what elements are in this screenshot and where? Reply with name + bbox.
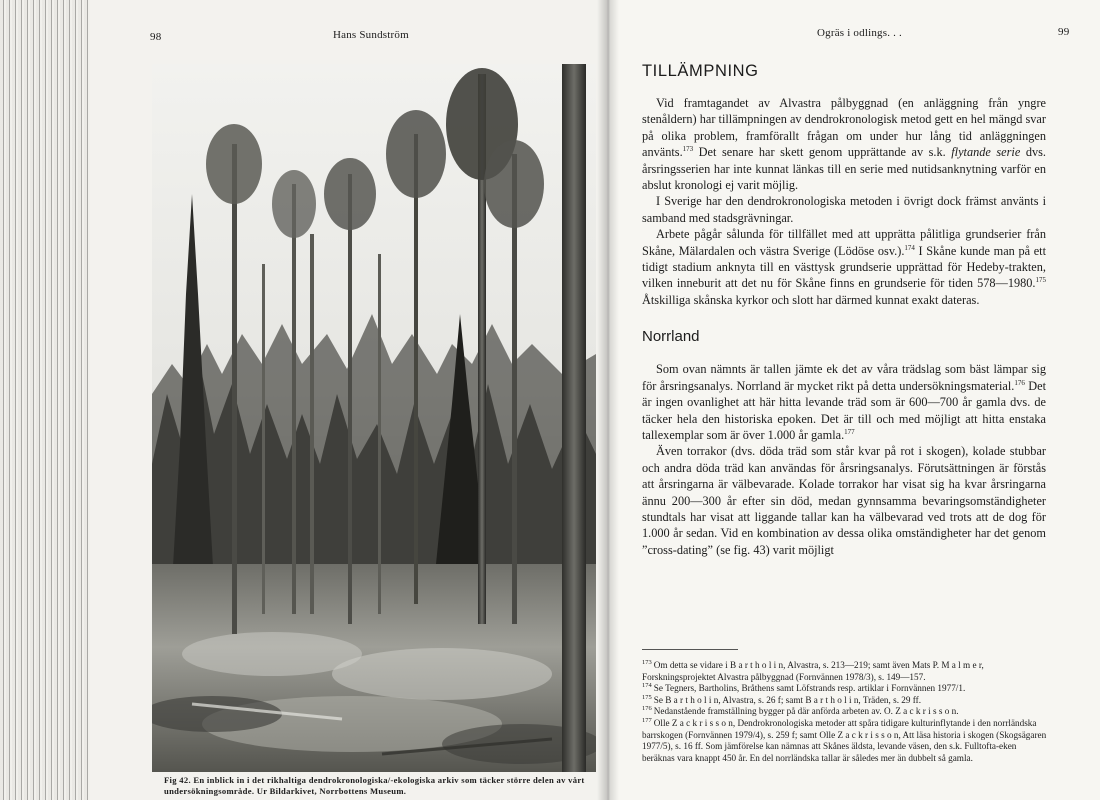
left-page-number: 98 [150,31,162,43]
footnote-ref[interactable]: 175 [1035,276,1046,285]
paragraph-skane [642,226,1046,308]
footnote-ref[interactable]: 173 [682,145,694,154]
paragraph-sverige [642,193,1046,226]
paragraph-text: Som ovan nämnts är tallen jämte ek det av våra trädslag som bäst lämpar sig för årsringsanalys. Norrland är mycket rikt på detta undersökningsmaterial. [642,362,1046,393]
footnote-177 [642,718,1048,764]
footnote-text: Om detta se vidare i B a r t h o l i n, Alvastra, s. 213—219; samt även Mats P. M a l m e r, Forskningsprojektet Alvastra pålbyggnad (Fornvännen 1978/3), s. 149—157. [642,660,984,682]
paragraph-text: dvs. årsringsserien har inte kunnat länkas till en serie med nutidsanknytning varför en abslut kronologi ej varit möjlig. [642,145,1047,193]
paragraph-text: Vid framtagandet av Alvastra pålbyggnad (en anläggning från yngre stenåldern) har tillämpningen av dendrokronologisk metod gett en hel mängd svar på olika problem, framförallt frågan om under hur lång tid anläggningen använts. [642,96,1046,160]
paragraph-text: Åtskilliga skånska kyrkor och slott har därmed kunnat exakt dateras. [642,292,980,307]
footnote-ref[interactable]: 176 [1014,378,1025,387]
paragraph-text: I Skåne kunde man på ett tidigt stadium anknyta till en västtysk grundserie upprättad för Hedeby-trakten, vilken inneburit att det nu för Skåne finns en grundserie för tiden 578—1980. [642,243,1046,291]
footnote-176 [642,706,1048,718]
footnote-text: Se B a r t h o l i n, Alvastra, s. 26 f; samt B a r t h o l i n, Träden, s. 29 ff. [653,694,922,705]
right-page-number: 99 [1058,26,1070,38]
footnote-divider [642,649,738,650]
footnote-number: 173 [642,658,652,666]
footnote-number: 177 [642,716,652,724]
paragraph-torrakor [642,443,1046,558]
book-gutter [597,0,619,800]
paragraph-norrland [642,361,1046,443]
footnote-text: Olle Z a c k r i s s o n, Dendrokronologiska metoder att spåra tidigare kulturinflytande i den norrländska barrskogen (Fornvännen 1979/4), s. 259 f; samt Olle Z a c k r i s s o n, Att läsa historia i skogen (Skogsägaren 1977/5), s. 16 ff. Som jämförelse kan nämnas att Skånes äldsta, levande väsen, den s.k. Fulltofta-eken beräknas vara knappt 450 år. En del norrländska tallar är således mer än dubbelt så gamla. [642,717,1047,763]
paragraph-text: Arbete pågår sålunda för tillfället med att upprätta pålitliga grundserier från Skåne, Mälardalen och västra Sverige (Lödöse osv.). [642,227,1046,258]
paragraph-text: I Sverige har den dendrokronologiska metoden i övrigt dock främst använts i samband med stadsgrävningar. [642,194,1046,225]
page-edges [0,0,90,800]
footnote-175 [642,695,1048,707]
footnote-number: 176 [642,705,652,713]
figure-caption: Fig 42. En inblick in i det rikhaltiga dendrokronologiska/-ekologiska arkiv som täcker större delen av vårt undersökningsområde. Ur Bildarkivet, Norrbottens Museum. [164,775,585,796]
paragraph-text: Det senare har skett genom upprättande av s.k. [693,145,952,160]
paragraph-text: Det är ingen ovanlighet att här hitta levande träd som är 600—700 år gamla dvs. de täcker hela den historiska epoken. Det är till och med möjligt att hitta enstaka tallexemplar som är över 1.000 år gamla. [642,378,1046,442]
footnote-text: Nedanstående framställning bygger på där anförda arbeten av. O. Z a c k r i s s o n. [653,706,959,717]
footnote-ref[interactable]: 174 [904,243,915,252]
main-text-column [642,62,1046,558]
paragraph-alvastra [642,95,1046,193]
footnote-number: 175 [642,693,652,701]
right-running-head: Ogräs i odlings. . . [817,27,902,39]
section-title: TILLÄMPNING [642,62,759,80]
forest-photo-drawing [152,64,596,772]
footnote-text: Se Tegners, Bartholins, Bråthens samt Löfstrands resp. artiklar i Fornvännen 1977/1. [653,683,966,694]
footnotes [642,660,1048,764]
footnote-number: 174 [642,682,652,690]
left-running-head: Hans Sundström [333,29,409,41]
forest-photograph [152,64,596,772]
italic-term: flytande serie [951,145,1021,160]
paragraph-text: Även torrakor (dvs. döda träd som står kvar på rot i skogen), kolade stubbar och andra döda träd kan användas för årsringsanalys. Förutsättningen är förstås att årsringarna är välbevarade. Kolade torrakor har visat sig ha kvar årsringarna ännu 200—300 år efter sin död, medan gynnsamma bevaringsomständigheter stundtals har visat att liggande tallar kan ha välbevarad ved trots att de dog för 1.000 år sedan. Vid en kombination av dessa olika omständigheter har det genom ”cross-dating” (se fig. 43) varit möjligt [642,444,1046,557]
subsection-title: Norrland [642,328,700,346]
footnote-173 [642,660,1048,683]
footnote-174 [642,683,1048,695]
footnote-ref[interactable]: 177 [844,427,855,436]
